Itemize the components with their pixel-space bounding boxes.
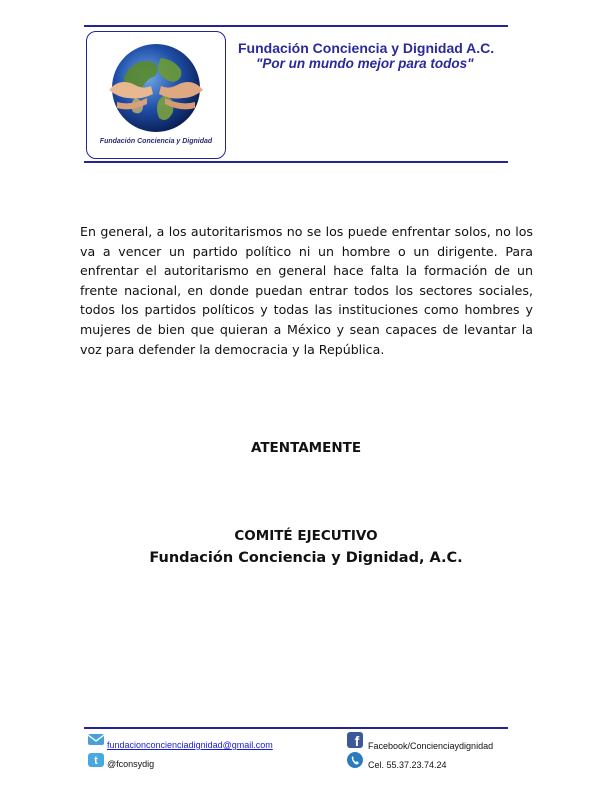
phone-icon — [346, 751, 364, 769]
footer-facebook: Facebook/Concienciaydignidad — [368, 741, 494, 751]
footer-phone: Cel. 55.37.23.74.24 — [368, 760, 447, 770]
logo-caption: Fundación Conciencia y Dignidad — [99, 138, 213, 145]
organization-logo — [86, 31, 226, 159]
facebook-icon — [346, 731, 364, 749]
footer-twitter-handle: @fconsydig — [107, 759, 155, 769]
svg-text:t: t — [94, 755, 98, 767]
signature-organization: Fundación Conciencia y Dignidad, A.C. — [149, 550, 463, 566]
email-icon — [87, 731, 105, 747]
footer-email-link[interactable]: fundacionconcienciadignidad@gmail.com — [107, 740, 273, 750]
svg-text:f: f — [354, 733, 360, 749]
closing-salutation: ATENTAMENTE — [250, 440, 362, 456]
header-bottom-rule — [84, 161, 508, 163]
body-paragraph: En general, a los autoritarismos no se los puede enfrentar solos, no los va a vencer un partido político ni un hombre o un dirigente. Para enfrentar el autoritarismo en general hace falta la formación de un frente nacional, en donde puedan entrar todos los sectores sociales, todos los partidos políticos y todas las instituciones como hombres y mujeres de bien que quieran a México y sean capaces de levantar la voz para defender la democracia y la República. — [80, 224, 533, 357]
footer-rule — [84, 727, 508, 729]
header-top-rule — [84, 25, 508, 27]
committee-title: COMITÉ EJECUTIVO — [234, 528, 378, 544]
organization-motto: "Por un mundo mejor para todos" — [256, 56, 474, 71]
organization-name: Fundación Conciencia y Dignidad A.C. — [238, 40, 495, 56]
twitter-icon — [87, 752, 105, 768]
